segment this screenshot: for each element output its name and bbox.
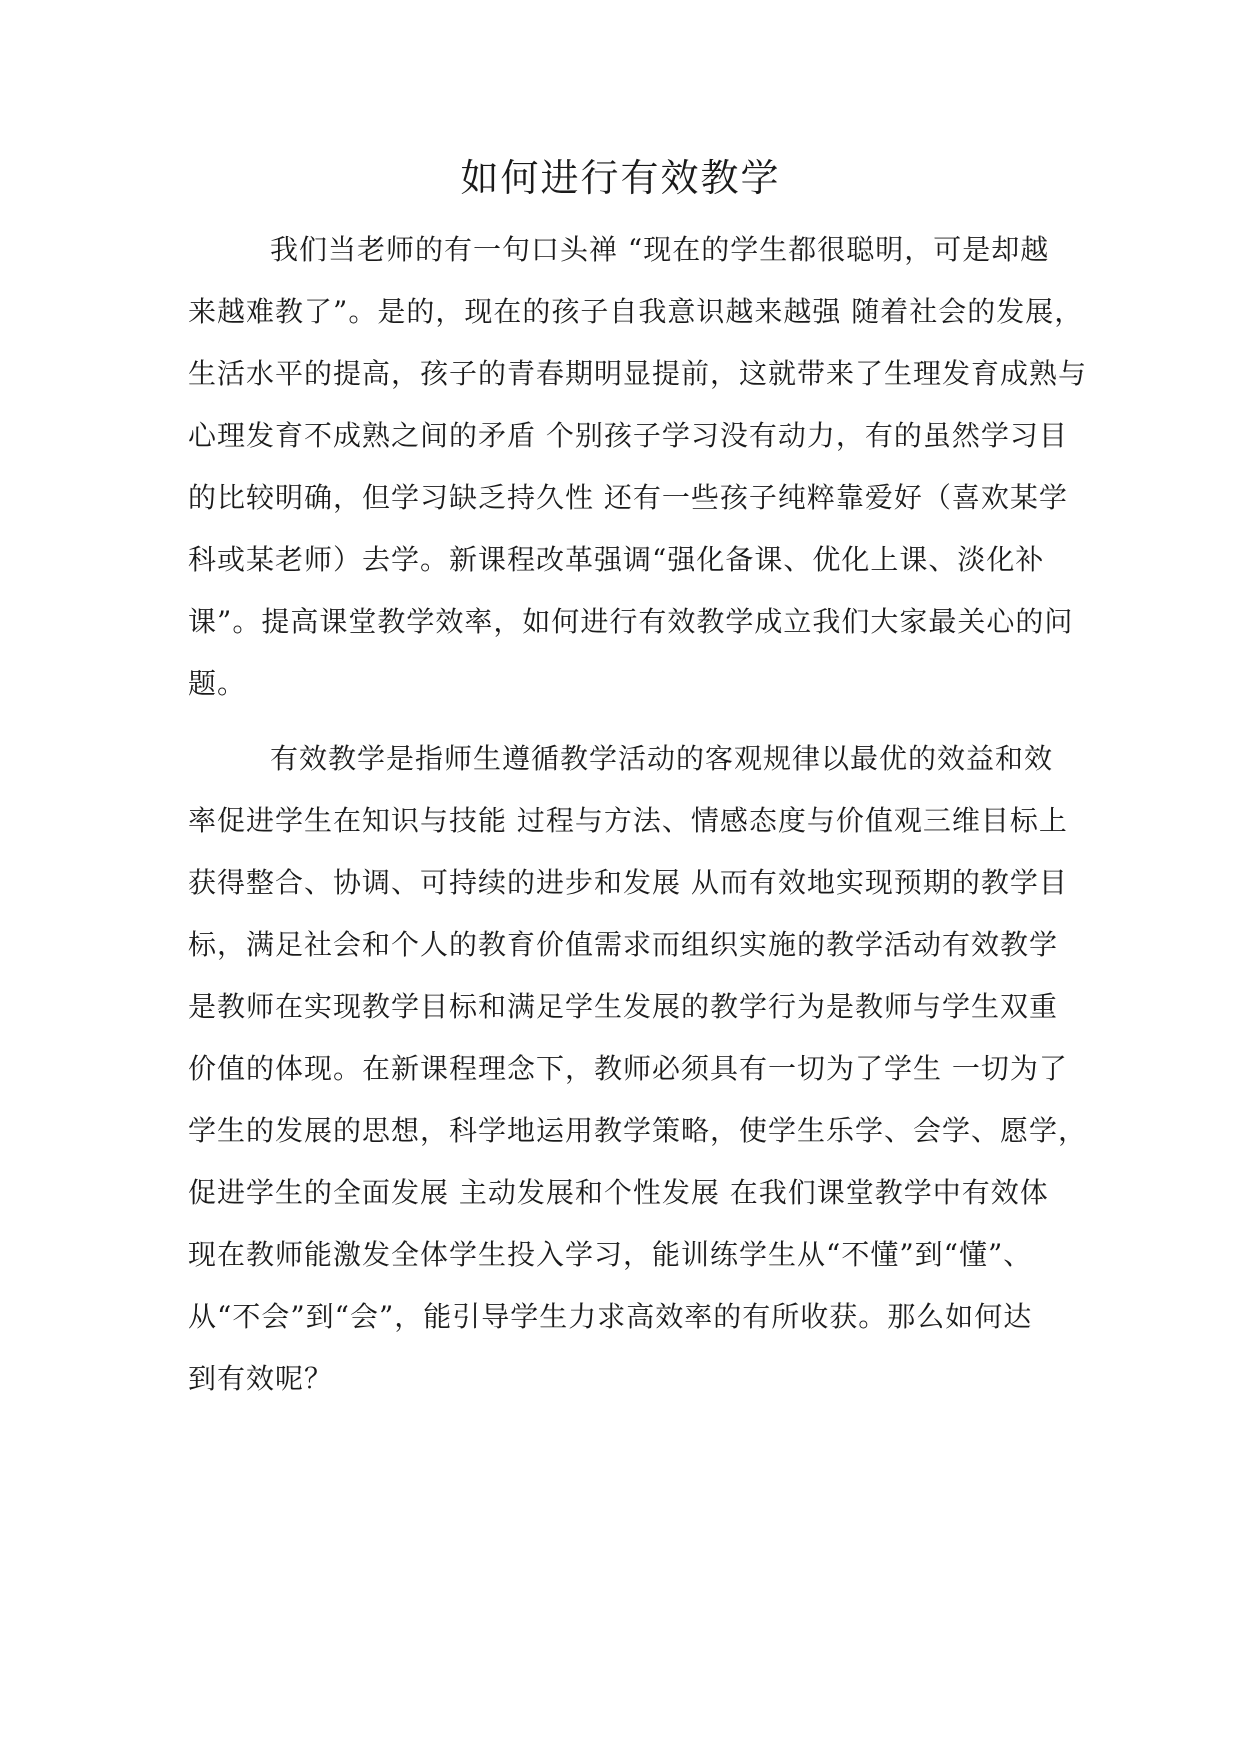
paragraph-line: 到有效呢？ — [188, 1362, 334, 1395]
paragraph-line: 生活水平的提高，孩子的青春期明显提前，这就带来了生理发育成熟与 — [188, 357, 1088, 390]
paragraph-line: 获得整合、协调、可持续的进步和发展 从而有效地实现预期的教学目 — [188, 866, 1068, 899]
paragraph-line: 的比较明确，但学习缺乏持久性 还有一些孩子纯粹靠爱好（喜欢某学 — [188, 481, 1068, 514]
paragraph-line: 从“不会”到“会”，能引导学生力求高效率的有所收获。那么如何达 — [188, 1300, 1033, 1333]
paragraph-line: 率促进学生在知识与技能 过程与方法、情感态度与价值观三维目标上 — [188, 804, 1068, 837]
paragraph-line: 促进学生的全面发展 主动发展和个性发展 在我们课堂教学中有效体 — [188, 1176, 1049, 1209]
paragraph-line: 有效教学是指师生遵循教学活动的客观规律以最优的效益和效 — [270, 742, 1054, 775]
paragraph-line: 题。 — [188, 667, 247, 700]
paragraph-line: 我们当老师的有一句口头禅 “现在的学生都很聪明，可是却越 — [270, 233, 1050, 266]
paragraph-1 — [188, 219, 1088, 715]
paragraph-line: 是教师在实现教学目标和满足学生发展的教学行为是教师与学生双重 — [188, 990, 1059, 1023]
paragraph-line: 课”。提高课堂教学效率，如何进行有效教学成立我们大家最关心的问 — [188, 605, 1074, 638]
paragraph-line: 心理发育不成熟之间的矛盾 个别孩子学习没有动力，有的虽然学习目 — [188, 419, 1068, 452]
document-title: 如何进行有效教学 — [460, 156, 781, 200]
paragraph-line: 科或某老师）去学。新课程改革强调“强化备课、优化上课、淡化补 — [188, 543, 1045, 576]
paragraph-line: 现在教师能激发全体学生投入学习，能训练学生从“不懂”到“懂”、 — [188, 1238, 1033, 1271]
paragraph-line: 来越难教了”。是的，现在的孩子自我意识越来越强 随着社会的发展， — [188, 295, 1084, 328]
paragraph-line: 标，满足社会和个人的教育价值需求而组织实施的教学活动有效教学 — [188, 928, 1059, 961]
paragraph-line: 价值的体现。在新课程理念下，教师必须具有一切为了学生 一切为了 — [188, 1052, 1068, 1085]
paragraph-2 — [188, 728, 1088, 1410]
paragraph-line: 学生的发展的思想，科学地运用教学策略，使学生乐学、会学、愿学， — [188, 1114, 1088, 1147]
